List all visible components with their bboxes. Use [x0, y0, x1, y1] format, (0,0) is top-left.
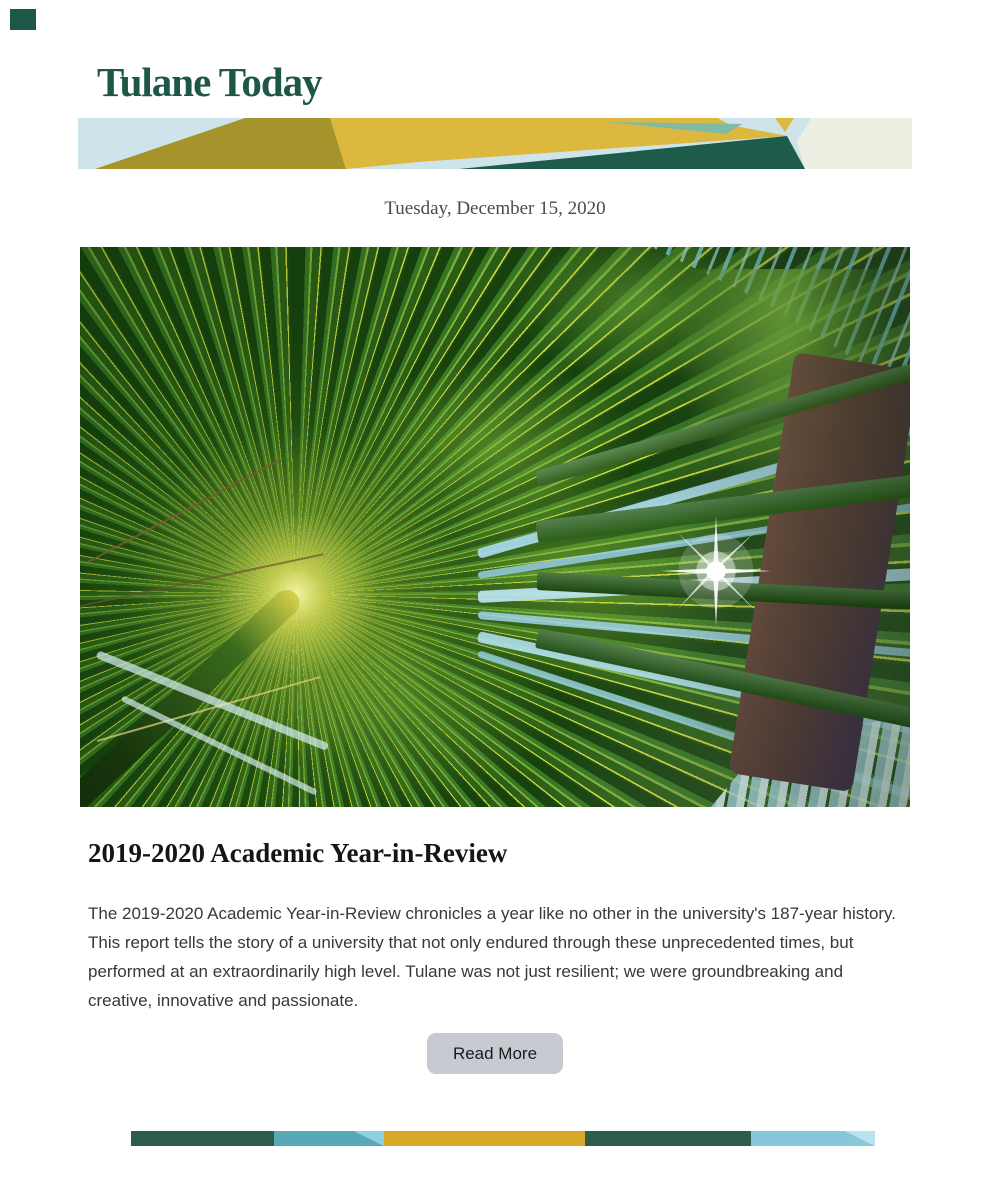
cta-row: [80, 1033, 910, 1074]
footer-bar-segment: [585, 1131, 751, 1146]
footer-bar: [131, 1131, 875, 1146]
masthead: [80, 0, 910, 105]
footer-bar-segment: [751, 1131, 875, 1146]
sun-starburst-icon: [661, 516, 771, 626]
footer-bar-segment: [131, 1131, 274, 1146]
footer-bar-segment: [384, 1131, 585, 1146]
email-content: [80, 0, 910, 1146]
corner-mark: [10, 9, 36, 30]
banner-cream-shape: [797, 118, 912, 169]
date-line: Tuesday, December 15, 2020: [384, 198, 606, 219]
photo-vignette: [80, 247, 910, 807]
article-body: The 2019-2020 Academic Year-in-Review chronicles a year like no other in the university's 187-year history. This report tells the story of a university that not only endured through these unprecedented times, but performed at an extraordinarily high level. Tulane was not just resilient; we were groundbreaking and creative, innovative and passionate.: [88, 904, 897, 1010]
article-title: 2019-2020 Academic Year-in-Review: [88, 838, 508, 868]
tulane-today-logo[interactable]: Tulane Today: [97, 59, 322, 105]
footer-bar-segment-corner: [845, 1131, 875, 1146]
read-more-button[interactable]: Read More: [427, 1033, 563, 1074]
hero-palm-photo[interactable]: [80, 247, 910, 807]
footer-bar-segment: [274, 1131, 384, 1146]
geometric-banner-graphic: [78, 118, 912, 169]
footer-bar-segment-corner: [354, 1131, 384, 1146]
